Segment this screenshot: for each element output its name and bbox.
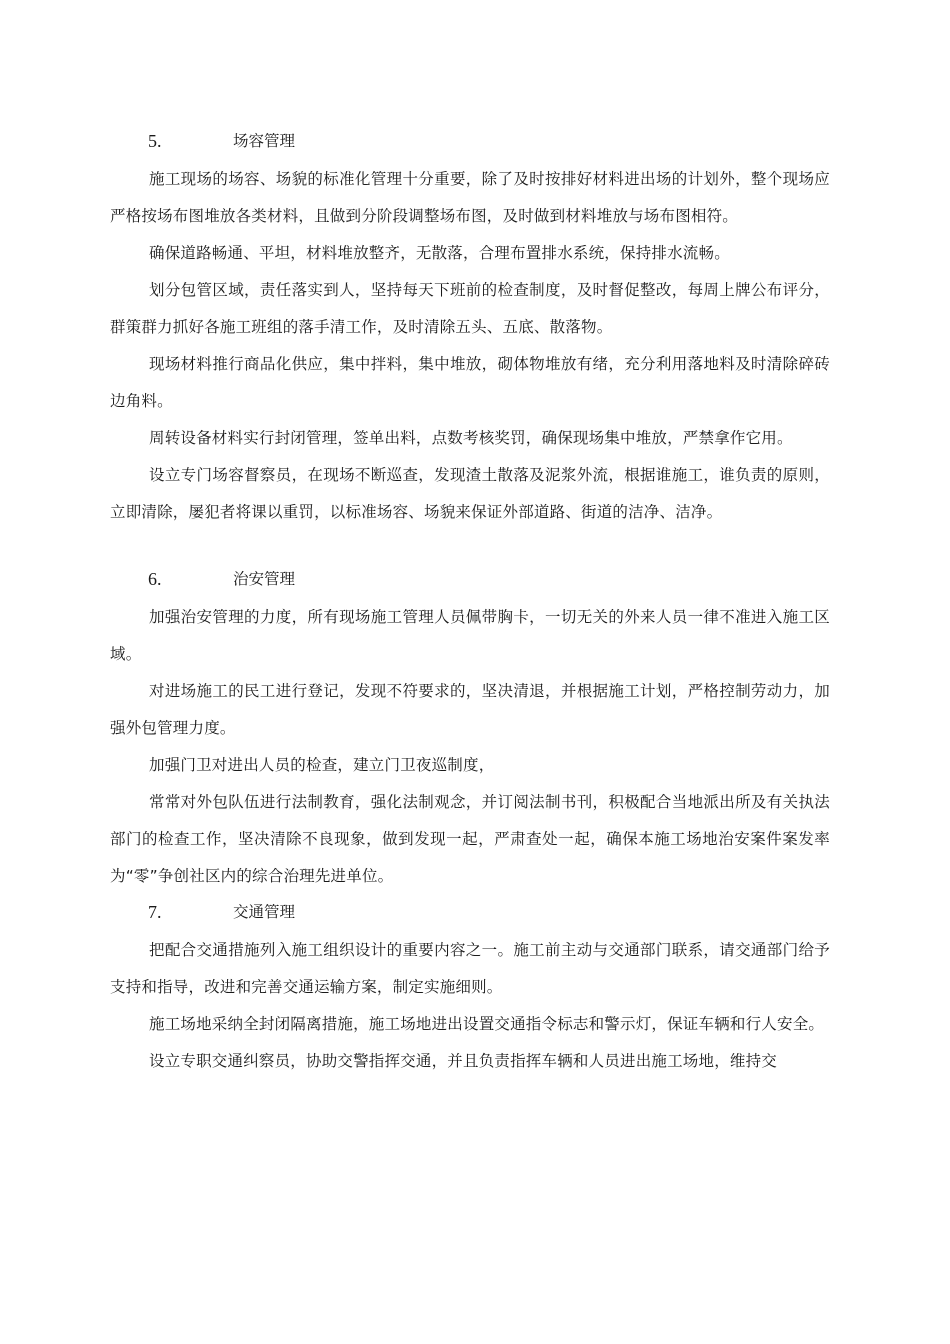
section-number: 6. bbox=[148, 569, 162, 589]
paragraph: 设立专职交通纠察员，协助交警指挥交通，并且负责指挥车辆和人员进出施工场地，维持交 bbox=[149, 1052, 778, 1070]
section-heading bbox=[110, 895, 830, 929]
section-heading bbox=[110, 562, 830, 596]
paragraph: 加强治安管理的力度，所有现场施工管理人员佩带胸卡，一切无关的外来人员一律不准进入施工区域。 bbox=[110, 608, 830, 663]
paragraph: 现场材料推行商品化供应，集中拌料，集中堆放，砌体物堆放有绪，充分利用落地料及时清除碎砖边角料。 bbox=[110, 355, 830, 410]
section-title: 治安管理 bbox=[233, 570, 296, 588]
document-body bbox=[110, 124, 830, 1080]
paragraph: 确保道路畅通、平坦，材料堆放整齐，无散落，合理布置排水系统，保持排水流畅。 bbox=[149, 244, 730, 262]
paragraph: 周转设备材料实行封闭管理，签单出料，点数考核奖罚，确保现场集中堆放，严禁拿作它用。 bbox=[149, 429, 793, 447]
paragraph: 施工场地采纳全封闭隔离措施，施工场地进出设置交通指令标志和警示灯，保证车辆和行人安全。 bbox=[149, 1015, 825, 1033]
paragraph: 把配合交通措施列入施工组织设计的重要内容之一。施工前主动与交通部门联系，请交通部门给予支持和指导，改进和完善交通运输方案，制定实施细则。 bbox=[110, 941, 830, 996]
section-number: 7. bbox=[148, 902, 162, 922]
paragraph: 划分包管区域，责任落实到人，坚持每天下班前的检查制度，及时督促整改，每周上牌公布评分，群策群力抓好各施工班组的落手清工作，及时清除五头、五底、散落物。 bbox=[110, 281, 830, 336]
paragraph: 常常对外包队伍进行法制教育，强化法制观念，并订阅法制书刊，积极配合当地派出所及有关执法部门的检查工作，坚决清除不良现象，做到发现一起，严肃查处一起，确保本施工场地治安案件案发率为“零”争创社区内的综合治理先进单位。 bbox=[110, 793, 830, 885]
paragraph: 设立专门场容督察员，在现场不断巡查，发现渣土散落及泥浆外流，根据谁施工，谁负责的原则，立即清除，屡犯者将课以重罚，以标准场容、场貌来保证外部道路、街道的洁净、洁净。 bbox=[110, 466, 830, 521]
section-title: 交通管理 bbox=[233, 903, 296, 921]
paragraph: 施工现场的场容、场貌的标准化管理十分重要，除了及时按排好材料进出场的计划外，整个现场应严格按场布图堆放各类材料，且做到分阶段调整场布图，及时做到材料堆放与场布图相符。 bbox=[110, 170, 830, 225]
section-title: 场容管理 bbox=[233, 132, 296, 150]
paragraph: 加强门卫对进出人员的检查，建立门卫夜巡制度， bbox=[149, 756, 495, 774]
section-number: 5. bbox=[148, 131, 162, 151]
section-heading bbox=[110, 124, 830, 158]
section-spacer bbox=[110, 531, 830, 562]
paragraph: 对进场施工的民工进行登记，发现不符要求的，坚决清退，并根据施工计划，严格控制劳动力，加强外包管理力度。 bbox=[110, 682, 830, 737]
